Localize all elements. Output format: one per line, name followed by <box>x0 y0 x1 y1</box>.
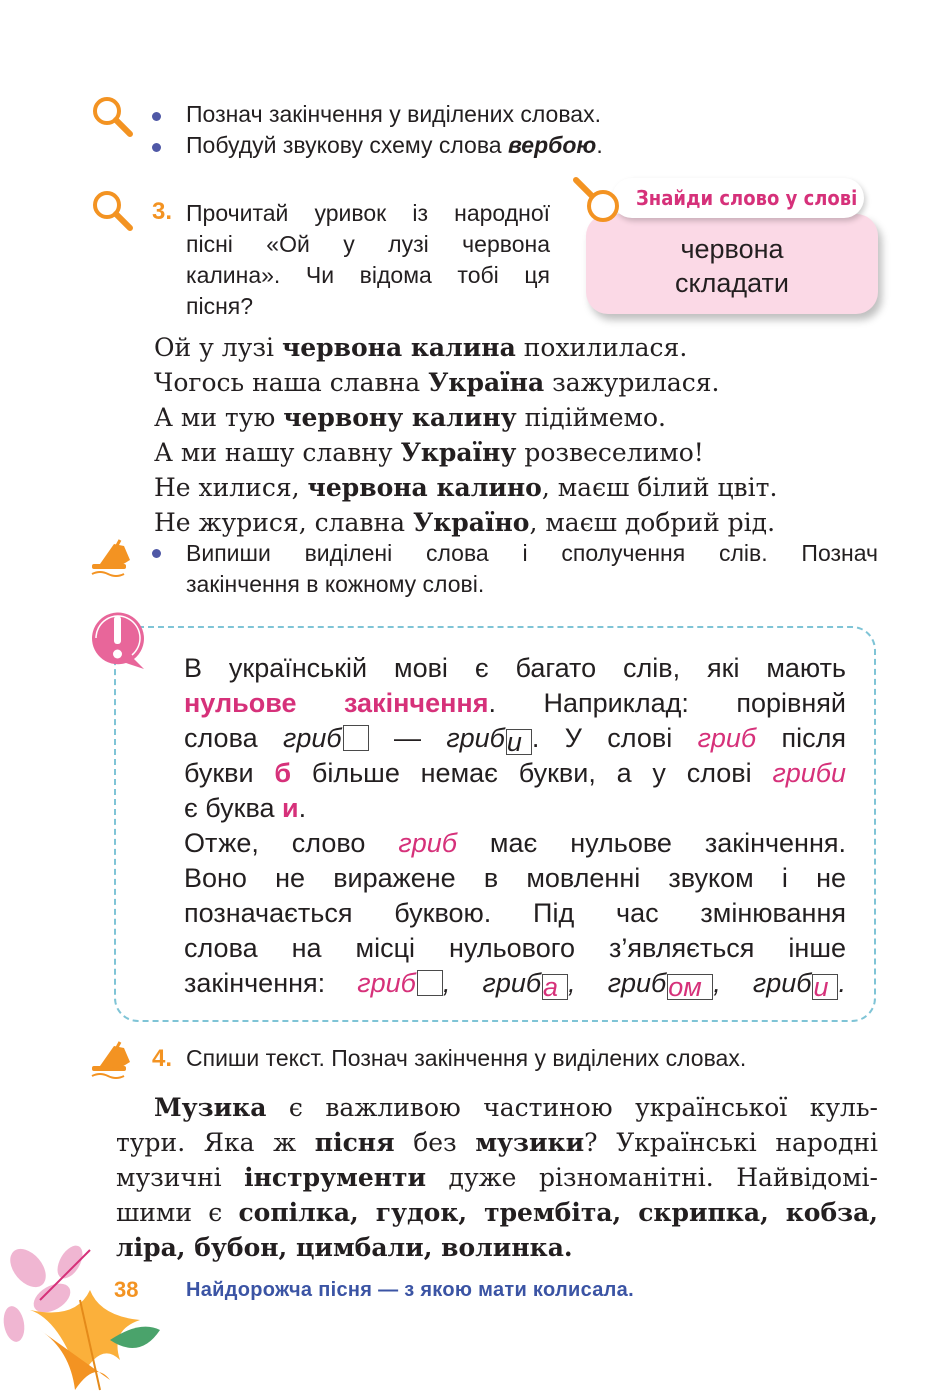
empty-ending-box <box>343 725 369 751</box>
task3-line: Прочитай уривок із народної <box>186 200 550 226</box>
find-word-label: Знайди слово у слові <box>636 186 858 210</box>
magnifier-icon <box>570 176 626 226</box>
ending-box: а <box>542 974 568 1000</box>
proverb: Найдорожча пісня — з якою мати колисала. <box>186 1279 634 1301</box>
term-zero-ending: нульове закінчення <box>184 688 489 718</box>
ending-box: и <box>812 974 838 1000</box>
poem-line: Ой у лузі червона калина похилилася. <box>154 333 688 362</box>
rule-line: Отже, слово гриб має нульове закінчення. <box>184 828 847 858</box>
page-number: 38 <box>114 1277 139 1302</box>
task4-instruction: Спиши текст. Познач закінчення у виділених словах. <box>186 1045 747 1071</box>
poem-line: А ми нашу славну Україну розвеселимо! <box>154 438 704 467</box>
task4-text <box>116 1090 878 1265</box>
find-word-item: складати <box>674 268 789 298</box>
rule-line: Воно не виражене в мовленні звуком і не <box>184 863 846 893</box>
rule-line: В українській мові є багато слів, які мають <box>184 653 846 683</box>
poem-line: Не журися, славна Україно, маєш добрий рід. <box>154 508 776 537</box>
poem-line: Чогось наша славна Україна зажурилася. <box>154 368 720 397</box>
instruction-line: закінчення в кожному слові. <box>186 571 485 597</box>
rule-line: слова гриб — гриби . У слові гриб після <box>184 723 846 757</box>
ending-box: и <box>506 729 532 755</box>
rule-text <box>184 651 846 1001</box>
text-line: Музика є важливою частиною української куль- <box>154 1093 878 1122</box>
poem-line: Не хилися, червона калино, маєш білий цвіт. <box>154 473 778 502</box>
ending-box: ом <box>667 974 713 1000</box>
exclamation-icon <box>82 604 156 672</box>
task-number: 4. <box>152 1045 173 1072</box>
autumn-leaves-decoration <box>0 1240 170 1394</box>
find-word-words <box>586 232 878 300</box>
task3-instruction <box>186 198 550 322</box>
rule-line: закінчення: гриб , гриба , грибом , гриби . <box>184 968 846 1002</box>
instruction-line: Випиши виділені слова і сполучення слів. Познач <box>186 540 878 566</box>
song-excerpt <box>154 330 777 540</box>
task3-line: пісні «Ой у лузі червона <box>186 231 550 257</box>
rule-line: слова на місці нульового з’являється інше <box>184 933 846 963</box>
task3-line: пісня? <box>186 293 254 319</box>
rule-line: є буква и. <box>184 793 307 823</box>
bullet <box>152 112 161 121</box>
task-number: 3. <box>152 198 173 225</box>
rule-line: букви б більше немає букви, а у слові гриби <box>184 758 846 788</box>
bullet <box>152 143 161 152</box>
find-word-item: червона <box>680 234 784 264</box>
text-line: ліра, бубон, цимбали, волинка. <box>116 1233 573 1262</box>
magnifier-icon <box>92 96 134 138</box>
task3-bullet-write-out <box>186 538 878 600</box>
task3-line: калина». Чи відома тобі ця <box>186 262 550 288</box>
task-bullet-mark-endings: Познач закінчення у виділених словах. <box>186 101 601 127</box>
text-line: музичні інструменти дуже різноманітні. Найвідомі- <box>116 1163 878 1192</box>
task-bullet-sound-scheme: Побудуй звукову схему слова вербою. <box>186 132 603 158</box>
bullet <box>152 549 161 558</box>
writing-hand-icon <box>90 1038 136 1080</box>
target-word: вербою <box>507 132 597 158</box>
rule-line: нульове закінчення. Наприклад: порівняй <box>184 688 846 718</box>
rule-line: позначається буквою. Під час змінювання <box>184 898 846 928</box>
writing-hand-icon <box>90 536 136 578</box>
poem-line: А ми тую червону калину підіймемо. <box>154 403 666 432</box>
text-line: шими є сопілка, гудок, трембіта, скрипка, кобза, <box>116 1198 878 1227</box>
text-line: тури. Яка ж пісня без музики? Українські народні <box>116 1128 878 1157</box>
magnifier-icon <box>92 190 134 232</box>
empty-ending-box <box>417 970 443 996</box>
